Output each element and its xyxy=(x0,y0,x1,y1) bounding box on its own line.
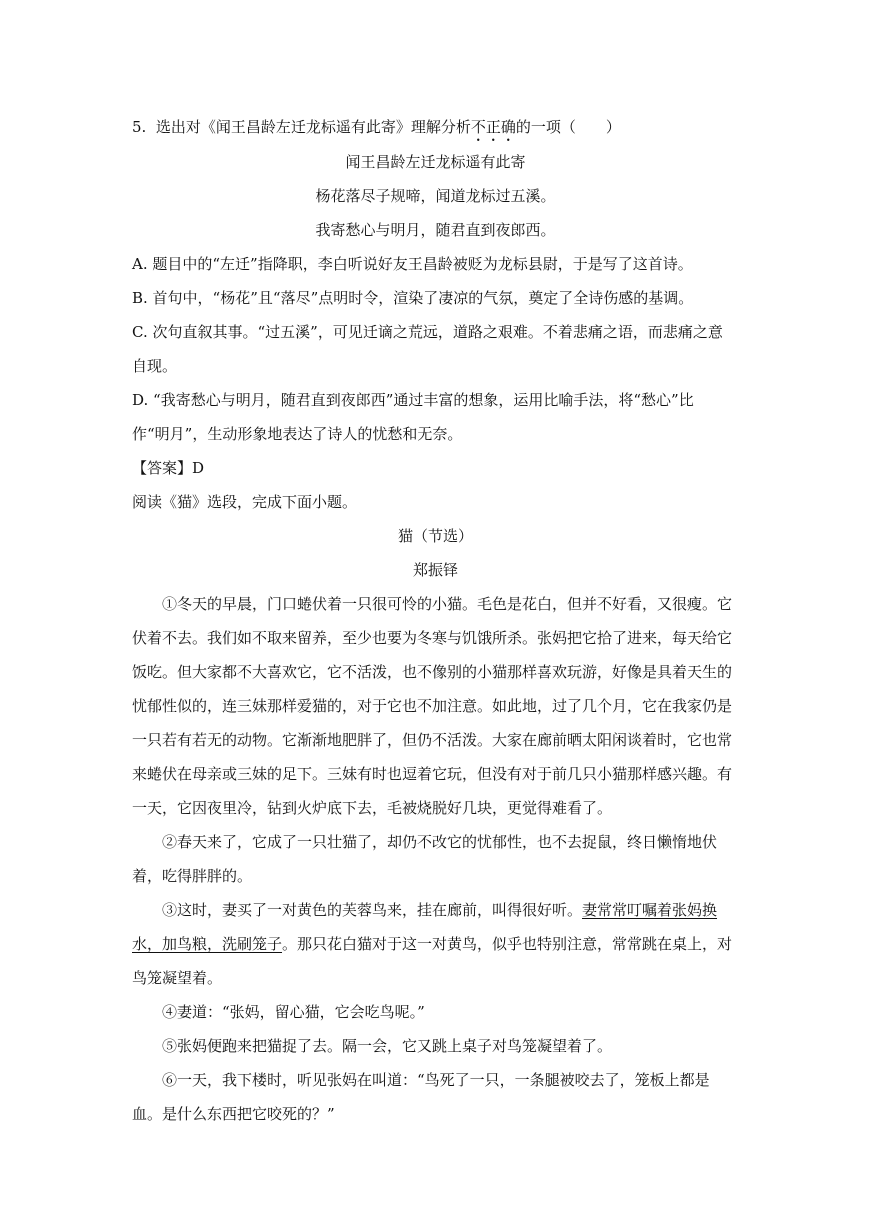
article-title: 猫（节选） xyxy=(397,527,473,545)
document-content xyxy=(132,110,739,1131)
answer-line: 【答案】D xyxy=(132,459,205,477)
article-paragraph-3 xyxy=(132,893,739,995)
question-number: 5. xyxy=(132,118,147,136)
option-d-line-1: D. “我寄愁心与明月，随君直到夜郎西”通过丰富的想象，运用比喻手法，将“愁心”比 xyxy=(132,391,694,409)
question-emphasis: 不正确 xyxy=(470,118,516,136)
option-c-line-1: C. 次句直叙其事。“过五溪”，可见迁谪之荒远，道路之艰难。不着悲痛之语，而悲痛之意 xyxy=(132,323,723,341)
article-paragraph-5: ⑤张妈便跑来把猫捉了去。隔一会，它又跳上桌子对鸟笼凝望着了。 xyxy=(162,1037,613,1055)
poem-line-2: 我寄愁心与明月，随君直到夜郎西。 xyxy=(315,221,556,239)
underlined-sentence: 妻常常叮嘱着张妈换水，加鸟粮，洗刷笼子 xyxy=(132,901,718,953)
question-stem-text: 选出对《闻王昌龄左迁龙标遥有此寄》理解分析 xyxy=(155,118,471,136)
option-d-line-2: 作“明月”，生动形象地表达了诗人的忧愁和无奈。 xyxy=(132,425,463,443)
question-stem xyxy=(132,110,739,145)
option-a: A. 题目中的“左迁”指降职，李白听说好友王昌龄被贬为龙标县尉，于是写了这首诗。 xyxy=(132,255,693,273)
article-paragraph-1: ①冬天的早晨，门口蜷伏着一只很可怜的小猫。毛色是花白，但并不好看，又很瘦。它伏着不去。我们如不取来留养，至少也要为冬寒与饥饿所杀。张妈把它拾了进来，每天给它饭吃。但大家都不大喜欢它，它不活泼，也不像别的小猫那样喜欢玩游，好像是具着天生的忧郁性似的，连三妹那样爱猫的，对于它也不加注意。如此地，过了几个月，它在我家仍是一只若有若无的动物。它渐渐地肥胖了，但仍不活泼。大家在廊前晒太阳闲谈着时，它也常来蜷伏在母亲或三妹的足下。三妹有时也逗着它玩，但没有对于前几只小猫那样感兴趣。有一天，它因夜里冷，钻到火炉底下去，毛被烧脱好几块，更觉得难看了。 xyxy=(132,595,733,817)
paragraph-3-start: ③这时，妻买了一对黄色的芙蓉鸟来，挂在廊前，叫得很好听。 xyxy=(162,901,583,919)
article-paragraph-4: ④妻道：“张妈，留心猫，它会吃鸟呢。” xyxy=(162,1003,425,1021)
poem-line-1: 杨花落尽子规啼，闻道龙标过五溪。 xyxy=(315,187,556,205)
article-paragraph-2: ②春天来了，它成了一只壮猫了，却仍不改它的忧郁性，也不去捉鼠，终日懒惰地伏着，吃得胖胖的。 xyxy=(132,833,718,885)
reading-intro: 阅读《猫》选段，完成下面小题。 xyxy=(132,493,358,511)
question-stem-end: 的一项（ ） xyxy=(515,118,621,136)
option-b: B. 首句中，“杨花”且“落尽”点明时令，渲染了凄凉的气氛，奠定了全诗伤感的基调。 xyxy=(132,289,694,307)
poem-title: 闻王昌龄左迁龙标遥有此寄 xyxy=(345,153,526,171)
paragraph-3-end: 。那只花白猫对于这一对黄鸟，似乎也特别注意，常常跳在桌上，对鸟笼凝望着。 xyxy=(132,935,733,987)
article-paragraph-6: ⑥一天，我下楼时，听见张妈在叫道：“鸟死了一只，一条腿被咬去了，笼板上都是血。是什么东西把它咬死的？” xyxy=(132,1071,710,1123)
article-author: 郑振铎 xyxy=(412,561,458,579)
option-c-line-2: 自现。 xyxy=(132,357,178,375)
